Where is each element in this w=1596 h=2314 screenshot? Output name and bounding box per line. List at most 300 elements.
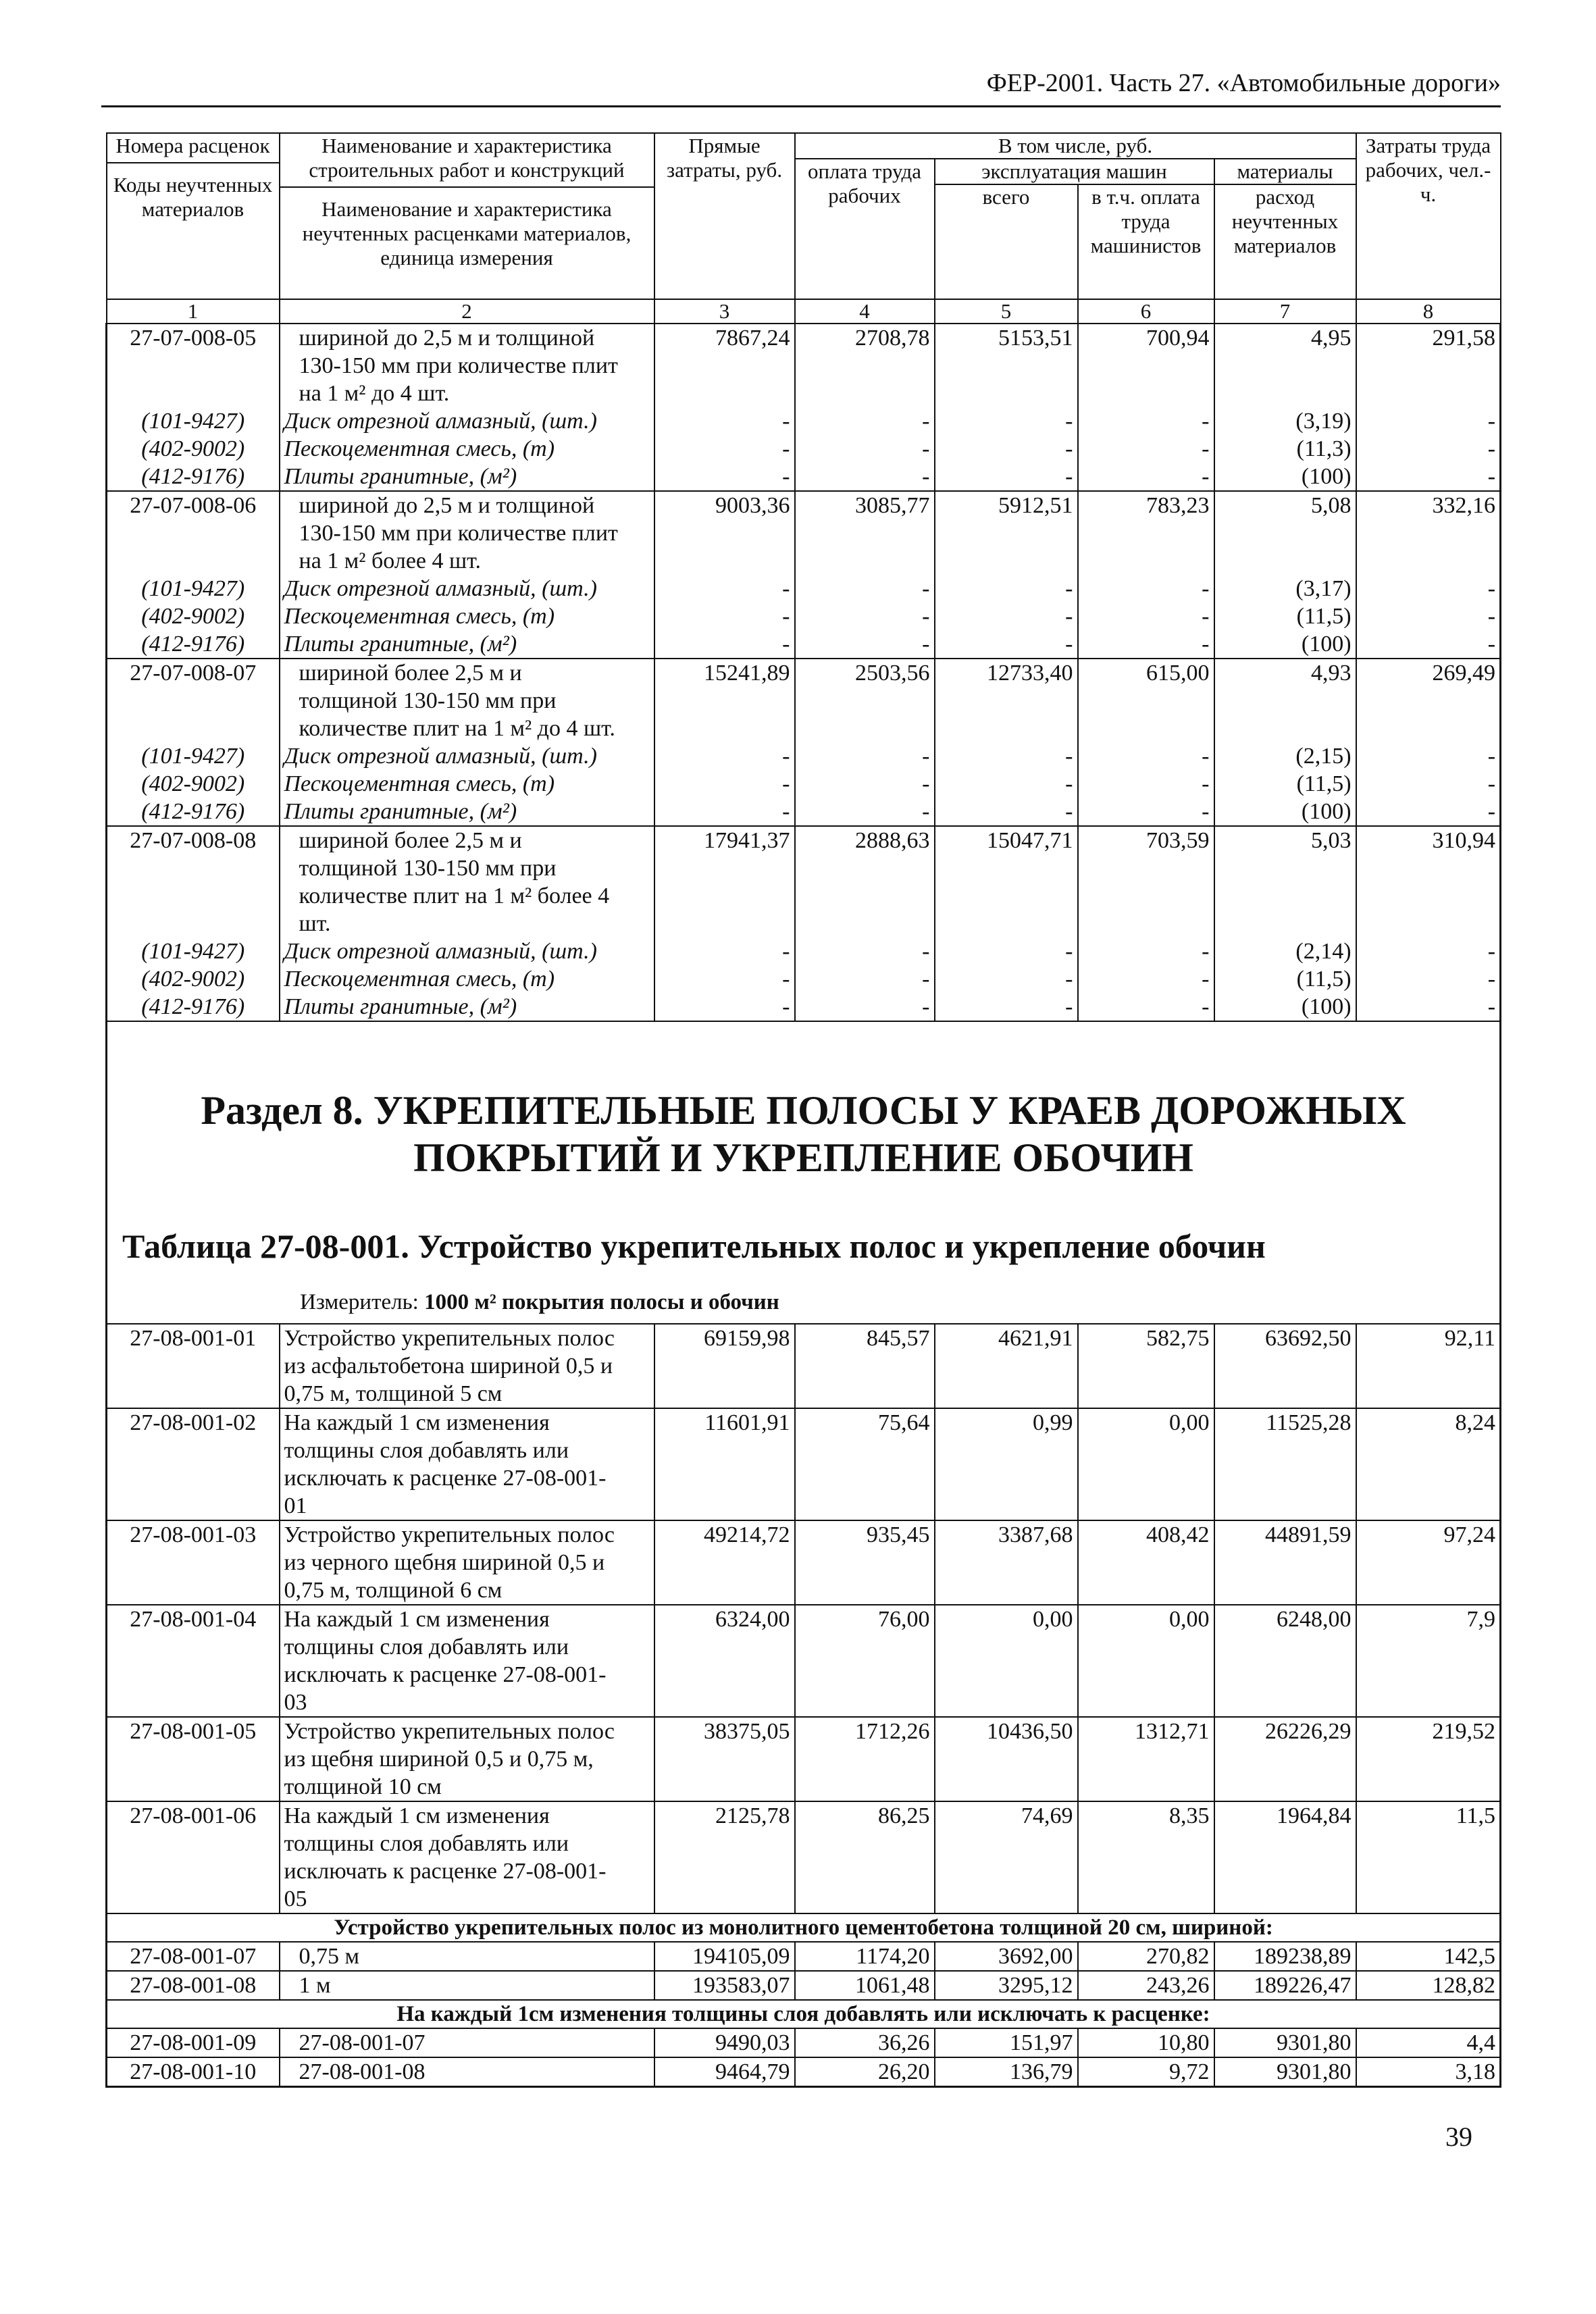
section-title-line: Раздел 8. УКРЕПИТЕЛЬНЫЕ ПОЛОСЫ У КРАЕВ ДОРОЖНЫХ: [201, 1088, 1406, 1133]
value-cell: -: [935, 435, 1078, 463]
column-number: 5: [935, 299, 1078, 324]
value-cell: 243,26: [1078, 1971, 1214, 2000]
rate-name-line: толщины слоя добавлять или: [284, 1635, 569, 1660]
rate-name-line: исключать к расценке 27-08-001-: [284, 1466, 607, 1491]
value-cell: 189238,89: [1214, 1942, 1356, 1971]
rate-name-line: шириной до 2,5 м и толщиной: [299, 326, 595, 351]
value-cell: 92,11: [1356, 1324, 1501, 1408]
value-cell: -: [1356, 798, 1501, 826]
value-cell: (11,5): [1214, 602, 1356, 630]
value-cell: (11,3): [1214, 435, 1356, 463]
value-cell: 38375,05: [654, 1717, 795, 1801]
material-row: [107, 602, 1501, 630]
header-rule: [101, 105, 1501, 107]
rate-name-line: 0,75 м, толщиной 6 см: [284, 1578, 503, 1603]
value-cell: -: [1356, 742, 1501, 770]
value-cell: 9301,80: [1214, 2028, 1356, 2057]
material-row: [107, 435, 1501, 463]
value-cell: -: [1078, 463, 1214, 491]
rate-code: 27-07-008-06: [107, 491, 280, 575]
material-name: Плиты гранитные, (м²): [280, 798, 654, 826]
value-cell: 74,69: [935, 1801, 1078, 1913]
value-cell: 2888,63: [795, 826, 935, 937]
value-cell: 142,5: [1356, 1942, 1501, 1971]
value-cell: 97,24: [1356, 1520, 1501, 1605]
value-cell: -: [1078, 993, 1214, 1021]
value-cell: 9,72: [1078, 2057, 1214, 2087]
rate-name: [280, 1801, 654, 1913]
value-cell: 6248,00: [1214, 1605, 1356, 1717]
rate-name-line: толщины слоя добавлять или: [284, 1438, 569, 1463]
value-cell: 5912,51: [935, 491, 1078, 575]
value-cell: -: [1078, 742, 1214, 770]
value-cell: 0,99: [935, 1408, 1078, 1520]
material-code: (402-9002): [107, 602, 280, 630]
value-cell: 4621,91: [935, 1324, 1078, 1408]
rates-table: [105, 132, 1501, 2088]
rate-name-line: на 1 м² до 4 шт.: [299, 381, 450, 406]
rate-name-line: 130-150 мм при количестве плит: [299, 521, 618, 546]
rate-row: [107, 324, 1501, 407]
group-note: Устройство укрепительных полос из монолитного цементобетона толщиной 20 см, шириной:: [107, 1913, 1501, 1942]
value-cell: -: [795, 407, 935, 435]
value-cell: -: [795, 463, 935, 491]
value-cell: 0,00: [935, 1605, 1078, 1717]
rate-row: [107, 1605, 1501, 1717]
value-cell: -: [795, 435, 935, 463]
header-name-cell: [280, 133, 654, 299]
rate-code: 27-08-001-04: [107, 1605, 280, 1717]
rate-name-line: толщиной 130-150 мм при: [299, 688, 557, 713]
value-cell: -: [1078, 937, 1214, 965]
value-cell: 128,82: [1356, 1971, 1501, 2000]
material-code: (101-9427): [107, 937, 280, 965]
rate-name: [280, 1324, 654, 1408]
value-cell: (2,14): [1214, 937, 1356, 965]
header-labor-costs: Затраты труда рабочих, чел.-ч.: [1356, 133, 1501, 299]
rate-code: 27-08-001-08: [107, 1971, 280, 2000]
material-row: [107, 407, 1501, 435]
header-rate-number-cell: [107, 133, 280, 299]
rate-name-line: Устройство укрепительных полос: [284, 1522, 615, 1547]
material-code: (402-9002): [107, 435, 280, 463]
material-name: Пескоцементная смесь, (т): [280, 965, 654, 993]
rate-row: [107, 491, 1501, 575]
value-cell: -: [935, 798, 1078, 826]
rate-name: [280, 491, 654, 575]
value-cell: -: [935, 463, 1078, 491]
column-number: 1: [107, 299, 280, 324]
rate-name-line: количестве плит на 1 м² до 4 шт.: [299, 716, 615, 741]
value-cell: -: [795, 993, 935, 1021]
material-code: (412-9176): [107, 463, 280, 491]
value-cell: 11525,28: [1214, 1408, 1356, 1520]
value-cell: 8,35: [1078, 1801, 1214, 1913]
value-cell: 0,00: [1078, 1605, 1214, 1717]
rate-name-line: из щебня шириной 0,5 и 0,75 м,: [284, 1747, 594, 1772]
measure-label: Измеритель:: [300, 1290, 425, 1314]
rate-row: [107, 659, 1501, 742]
rate-name-line: 0,75 м, толщиной 5 см: [284, 1381, 503, 1406]
material-row: [107, 937, 1501, 965]
value-cell: 189226,47: [1214, 1971, 1356, 2000]
value-cell: -: [654, 407, 795, 435]
column-number: 8: [1356, 299, 1501, 324]
rate-name: 0,75 м: [280, 1942, 654, 1971]
value-cell: 5,08: [1214, 491, 1356, 575]
value-cell: 2708,78: [795, 324, 935, 407]
value-cell: 332,16: [1356, 491, 1501, 575]
rate-row: [107, 1942, 1501, 1971]
value-cell: 5,03: [1214, 826, 1356, 937]
header-machines: эксплуатация машин: [935, 159, 1214, 184]
value-cell: 7,9: [1356, 1605, 1501, 1717]
section-title: [107, 1087, 1499, 1181]
value-cell: 2125,78: [654, 1801, 795, 1913]
value-cell: 935,45: [795, 1520, 935, 1605]
group-note-row: [107, 2000, 1501, 2028]
material-name: Плиты гранитные, (м²): [280, 993, 654, 1021]
rate-name-line: шт.: [299, 911, 331, 936]
value-cell: -: [1356, 463, 1501, 491]
value-cell: 0,00: [1078, 1408, 1214, 1520]
rate-row: [107, 1801, 1501, 1913]
value-cell: 151,97: [935, 2028, 1078, 2057]
rate-name: 27-08-001-08: [280, 2057, 654, 2087]
value-cell: -: [935, 993, 1078, 1021]
rate-name-line: исключать к расценке 27-08-001-: [284, 1859, 607, 1884]
value-cell: 3387,68: [935, 1520, 1078, 1605]
value-cell: 845,57: [795, 1324, 935, 1408]
value-cell: -: [935, 770, 1078, 798]
value-cell: 69159,98: [654, 1324, 795, 1408]
value-cell: -: [654, 602, 795, 630]
value-cell: -: [1078, 965, 1214, 993]
rate-name-line: исключать к расценке 27-08-001-: [284, 1662, 607, 1687]
value-cell: 269,49: [1356, 659, 1501, 742]
group-note: На каждый 1см изменения толщины слоя добавлять или исключать к расценке:: [107, 2000, 1501, 2028]
value-cell: (100): [1214, 993, 1356, 1021]
header-rate-number: Номера расценок: [107, 134, 279, 163]
value-cell: 75,64: [795, 1408, 935, 1520]
material-code: (402-9002): [107, 965, 280, 993]
value-cell: 136,79: [935, 2057, 1078, 2087]
value-cell: 36,26: [795, 2028, 935, 2057]
table-title: Таблица 27-08-001. Устройство укрепительных полос и укрепление обочин: [122, 1227, 1266, 1265]
value-cell: 8,24: [1356, 1408, 1501, 1520]
column-number: 3: [654, 299, 795, 324]
material-name: Пескоцементная смесь, (т): [280, 602, 654, 630]
value-cell: -: [1078, 630, 1214, 659]
value-cell: -: [935, 575, 1078, 602]
material-row: [107, 965, 1501, 993]
rate-name: [280, 1717, 654, 1801]
value-cell: 7867,24: [654, 324, 795, 407]
value-cell: -: [1356, 993, 1501, 1021]
header-material-consumption: расход неучтенных материалов: [1214, 184, 1356, 299]
value-cell: (100): [1214, 798, 1356, 826]
value-cell: -: [1078, 602, 1214, 630]
rate-name: [280, 324, 654, 407]
column-numbers-row: [107, 299, 1501, 324]
value-cell: 615,00: [1078, 659, 1214, 742]
value-cell: -: [935, 742, 1078, 770]
material-name: Пескоцементная смесь, (т): [280, 435, 654, 463]
value-cell: -: [654, 630, 795, 659]
material-code: (101-9427): [107, 575, 280, 602]
value-cell: -: [1356, 770, 1501, 798]
rate-name-line: 130-150 мм при количестве плит: [299, 353, 618, 378]
rate-name-line: 05: [284, 1886, 307, 1911]
rate-code: 27-07-008-05: [107, 324, 280, 407]
rate-name-line: количестве плит на 1 м² более 4: [299, 883, 610, 908]
value-cell: -: [654, 742, 795, 770]
value-cell: -: [1356, 965, 1501, 993]
rate-name-line: шириной более 2,5 м и: [299, 661, 522, 686]
value-cell: 1964,84: [1214, 1801, 1356, 1913]
material-name: Плиты гранитные, (м²): [280, 630, 654, 659]
rate-name-line: из асфальтобетона шириной 0,5 и: [284, 1354, 613, 1379]
material-name: Диск отрезной алмазный, (шт.): [280, 742, 654, 770]
header-work-name: Наименование и характеристика строительных работ и конструкций: [280, 134, 654, 188]
rate-code: 27-08-001-09: [107, 2028, 280, 2057]
value-cell: 49214,72: [654, 1520, 795, 1605]
value-cell: -: [654, 965, 795, 993]
value-cell: 291,58: [1356, 324, 1501, 407]
rate-name: [280, 826, 654, 937]
header-material-name: Наименование и характеристика неучтенных расценками материалов, единица измерения: [302, 197, 632, 269]
value-cell: -: [654, 463, 795, 491]
rate-name: [280, 659, 654, 742]
rate-name-line: Устройство укрепительных полос: [284, 1719, 615, 1744]
rate-code: 27-08-001-01: [107, 1324, 280, 1408]
material-code: (412-9176): [107, 993, 280, 1021]
rate-row: [107, 1717, 1501, 1801]
value-cell: 270,82: [1078, 1942, 1214, 1971]
value-cell: -: [1078, 407, 1214, 435]
value-cell: 703,59: [1078, 826, 1214, 937]
rate-name-line: толщиной 130-150 мм при: [299, 856, 557, 881]
rate-name-line: На каждый 1 см изменения: [284, 1607, 550, 1632]
value-cell: (3,19): [1214, 407, 1356, 435]
value-cell: -: [654, 575, 795, 602]
value-cell: -: [1356, 575, 1501, 602]
value-cell: -: [654, 798, 795, 826]
value-cell: 310,94: [1356, 826, 1501, 937]
material-row: [107, 770, 1501, 798]
running-header: ФЕР-2001. Часть 27. «Автомобильные дороги»: [986, 69, 1501, 97]
rate-code: 27-08-001-10: [107, 2057, 280, 2087]
section-row: [107, 1021, 1501, 1324]
value-cell: -: [654, 937, 795, 965]
value-cell: 1061,48: [795, 1971, 935, 2000]
material-name: Плиты гранитные, (м²): [280, 463, 654, 491]
value-cell: -: [935, 630, 1078, 659]
value-cell: -: [1356, 630, 1501, 659]
rate-code: 27-07-008-08: [107, 826, 280, 937]
value-cell: (2,15): [1214, 742, 1356, 770]
rate-name-line: из черного щебня шириной 0,5 и: [284, 1550, 605, 1575]
value-cell: 219,52: [1356, 1717, 1501, 1801]
value-cell: -: [795, 937, 935, 965]
material-row: [107, 742, 1501, 770]
header-material-codes: Коды неучтенных материалов: [113, 173, 273, 221]
value-cell: 15047,71: [935, 826, 1078, 937]
value-cell: 4,95: [1214, 324, 1356, 407]
rate-name: [280, 1520, 654, 1605]
rate-name-line: толщины слоя добавлять или: [284, 1831, 569, 1856]
value-cell: 9301,80: [1214, 2057, 1356, 2087]
rate-code: 27-08-001-07: [107, 1942, 280, 1971]
value-cell: 3692,00: [935, 1942, 1078, 1971]
value-cell: (100): [1214, 630, 1356, 659]
table-header-row: [107, 133, 1501, 159]
rate-name-line: шириной более 2,5 м и: [299, 828, 522, 853]
column-number: 2: [280, 299, 654, 324]
value-cell: 194105,09: [654, 1942, 795, 1971]
value-cell: 10,80: [1078, 2028, 1214, 2057]
rate-name-line: на 1 м² более 4 шт.: [299, 548, 481, 573]
value-cell: -: [795, 602, 935, 630]
rate-row: [107, 1520, 1501, 1605]
rate-row: [107, 1408, 1501, 1520]
value-cell: 6324,00: [654, 1605, 795, 1717]
value-cell: 783,23: [1078, 491, 1214, 575]
value-cell: -: [654, 435, 795, 463]
measure-value: 1000 м² покрытия полосы и обочин: [424, 1290, 779, 1314]
material-code: (402-9002): [107, 770, 280, 798]
material-code: (101-9427): [107, 407, 280, 435]
header-direct-costs: Прямые затраты, руб.: [654, 133, 795, 299]
value-cell: 10436,50: [935, 1717, 1078, 1801]
rate-code: 27-07-008-07: [107, 659, 280, 742]
measure-unit: [300, 1289, 779, 1316]
rate-row: [107, 1324, 1501, 1408]
value-cell: 4,4: [1356, 2028, 1501, 2057]
value-cell: 1312,71: [1078, 1717, 1214, 1801]
material-code: (412-9176): [107, 798, 280, 826]
value-cell: -: [795, 742, 935, 770]
value-cell: 76,00: [795, 1605, 935, 1717]
column-number: 6: [1078, 299, 1214, 324]
value-cell: 1712,26: [795, 1717, 935, 1801]
section-title-line: ПОКРЫТИЙ И УКРЕПЛЕНИЕ ОБОЧИН: [413, 1135, 1193, 1180]
value-cell: 11601,91: [654, 1408, 795, 1520]
value-cell: -: [1078, 798, 1214, 826]
rate-row: [107, 826, 1501, 937]
material-name: Диск отрезной алмазный, (шт.): [280, 575, 654, 602]
value-cell: -: [1356, 407, 1501, 435]
rate-name-line: толщиной 10 см: [284, 1774, 442, 1799]
column-number: 7: [1214, 299, 1356, 324]
value-cell: -: [935, 602, 1078, 630]
rate-row: [107, 1971, 1501, 2000]
section-cell: [107, 1021, 1501, 1324]
value-cell: 11,5: [1356, 1801, 1501, 1913]
header-machines-total: всего: [935, 184, 1078, 299]
rate-code: 27-08-001-05: [107, 1717, 280, 1801]
column-number: 4: [795, 299, 935, 324]
material-row: [107, 630, 1501, 659]
value-cell: -: [795, 575, 935, 602]
value-cell: -: [1078, 575, 1214, 602]
value-cell: (3,17): [1214, 575, 1356, 602]
value-cell: 9490,03: [654, 2028, 795, 2057]
value-cell: -: [935, 965, 1078, 993]
value-cell: -: [795, 798, 935, 826]
rate-code: 27-08-001-03: [107, 1520, 280, 1605]
material-row: [107, 993, 1501, 1021]
rate-code: 27-08-001-02: [107, 1408, 280, 1520]
value-cell: 3,18: [1356, 2057, 1501, 2087]
value-cell: -: [1356, 435, 1501, 463]
value-cell: (100): [1214, 463, 1356, 491]
material-row: [107, 798, 1501, 826]
rate-row: [107, 2057, 1501, 2087]
rate-name-line: 03: [284, 1690, 307, 1715]
value-cell: 86,25: [795, 1801, 935, 1913]
material-code: (101-9427): [107, 742, 280, 770]
material-name: Пескоцементная смесь, (т): [280, 770, 654, 798]
value-cell: 15241,89: [654, 659, 795, 742]
value-cell: 4,93: [1214, 659, 1356, 742]
value-cell: 26226,29: [1214, 1717, 1356, 1801]
rate-name-line: 01: [284, 1493, 307, 1518]
header-including: В том числе, руб.: [795, 133, 1356, 159]
value-cell: -: [795, 770, 935, 798]
value-cell: -: [795, 965, 935, 993]
rate-code: 27-08-001-06: [107, 1801, 280, 1913]
value-cell: 408,42: [1078, 1520, 1214, 1605]
value-cell: -: [795, 630, 935, 659]
value-cell: 1174,20: [795, 1942, 935, 1971]
rate-name-line: На каждый 1 см изменения: [284, 1410, 550, 1435]
value-cell: -: [935, 937, 1078, 965]
value-cell: -: [1356, 602, 1501, 630]
material-row: [107, 575, 1501, 602]
value-cell: 63692,50: [1214, 1324, 1356, 1408]
rate-name: 1 м: [280, 1971, 654, 2000]
value-cell: -: [1356, 937, 1501, 965]
value-cell: (11,5): [1214, 770, 1356, 798]
rate-name: 27-08-001-07: [280, 2028, 654, 2057]
value-cell: 26,20: [795, 2057, 935, 2087]
value-cell: 9464,79: [654, 2057, 795, 2087]
value-cell: 193583,07: [654, 1971, 795, 2000]
material-name: Диск отрезной алмазный, (шт.): [280, 407, 654, 435]
material-row: [107, 463, 1501, 491]
value-cell: -: [1078, 770, 1214, 798]
value-cell: 5153,51: [935, 324, 1078, 407]
value-cell: -: [654, 770, 795, 798]
value-cell: 3295,12: [935, 1971, 1078, 2000]
rate-name-line: шириной до 2,5 м и толщиной: [299, 493, 595, 518]
value-cell: 12733,40: [935, 659, 1078, 742]
value-cell: (11,5): [1214, 965, 1356, 993]
rate-row: [107, 2028, 1501, 2057]
value-cell: -: [1078, 435, 1214, 463]
header-materials: материалы: [1214, 159, 1356, 184]
header-operator-pay: в т.ч. оплата труда машинистов: [1078, 184, 1214, 299]
rate-name-line: На каждый 1 см изменения: [284, 1803, 550, 1828]
value-cell: -: [654, 993, 795, 1021]
value-cell: 3085,77: [795, 491, 935, 575]
rate-name-line: Устройство укрепительных полос: [284, 1326, 615, 1351]
material-code: (412-9176): [107, 630, 280, 659]
header-labor-pay: оплата труда рабочих: [795, 159, 935, 299]
rate-name: [280, 1408, 654, 1520]
value-cell: 700,94: [1078, 324, 1214, 407]
